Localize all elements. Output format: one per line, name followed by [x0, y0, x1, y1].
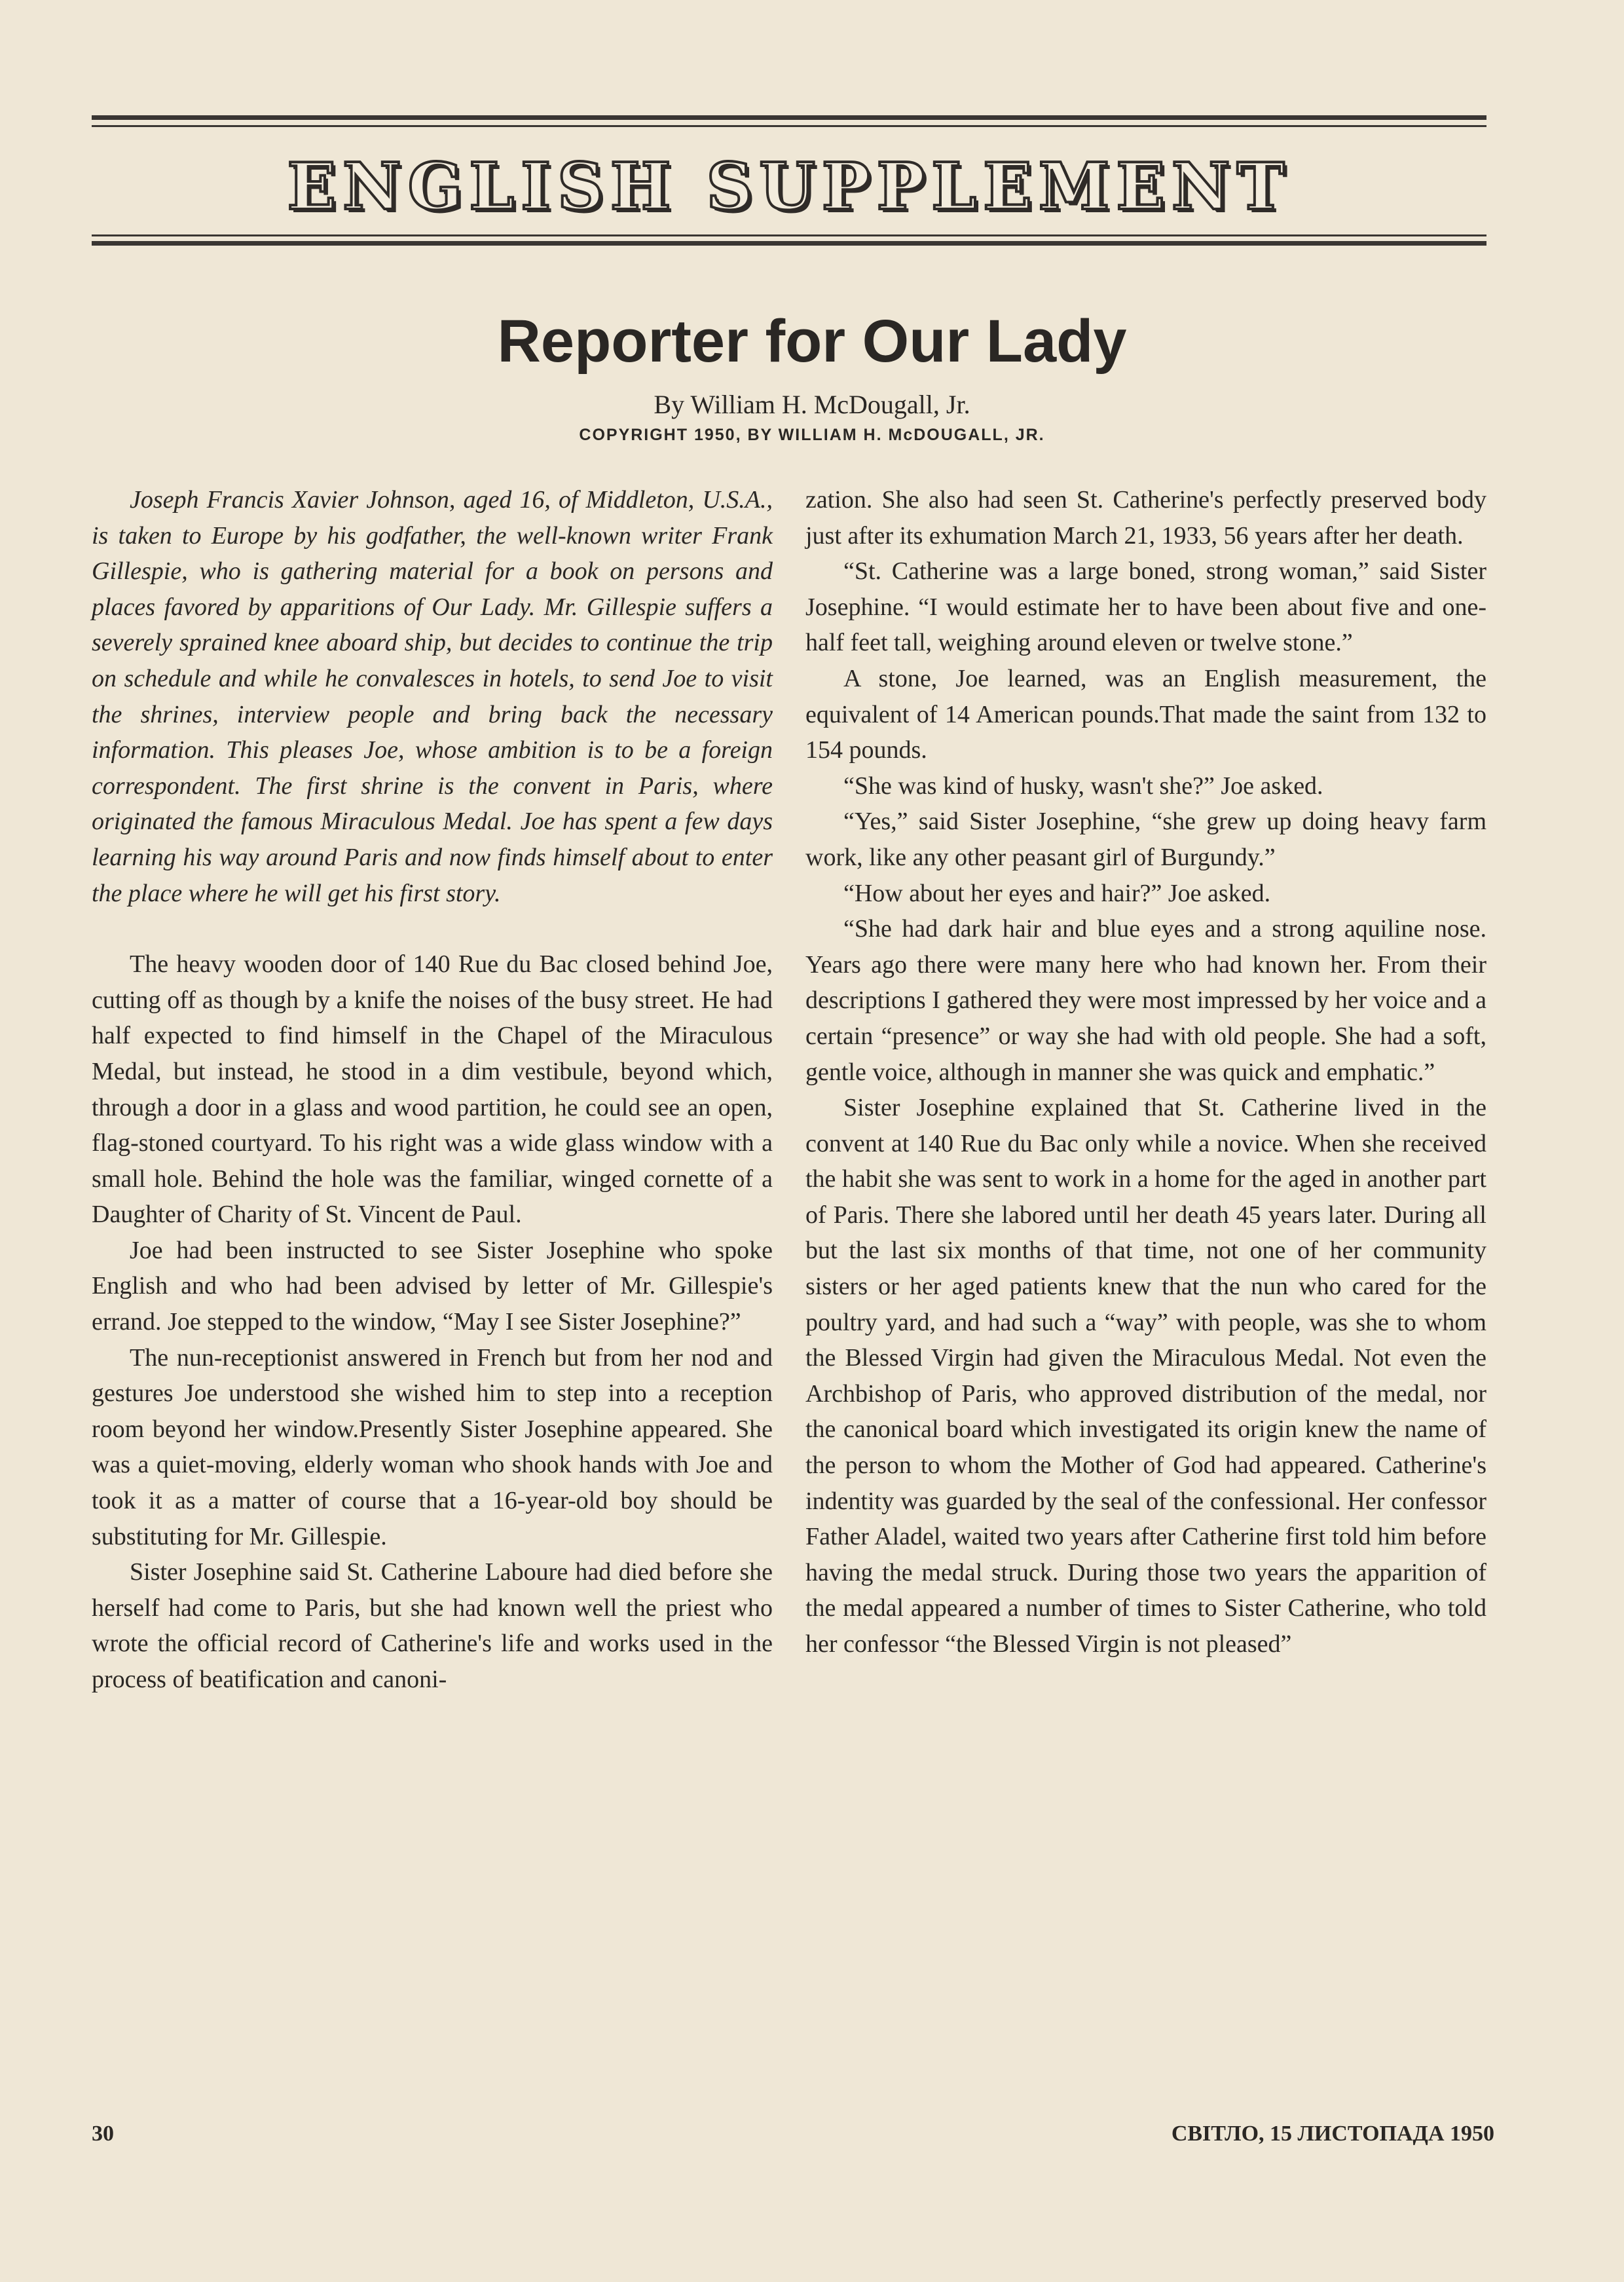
section-title: ENGLISH SUPPLEMENT	[287, 149, 1291, 225]
body-paragraph: Sister Josephine said St. Catherine Laboure had died before she herself had come to Paris, but she had known well the priest who wrote the official record of Catherine's life and works used in the process of beatification and canoni-	[92, 1558, 773, 1693]
article-title: Reporter for Our Lady	[497, 308, 1127, 375]
header-bottom-thin-rule	[92, 234, 1486, 236]
body-paragraph: “She was kind of husky, wasn't she?” Joe asked.	[843, 772, 1323, 800]
article-intro: Joseph Francis Xavier Johnson, aged 16, of Middleton, U.S.A., is taken to Europe by his godfather, the well-known writer Frank Gillespie, who is gathering material for a book on persons and places favored by apparitions of Our Lady. Mr. Gillespie suffers a severely sprained knee aboard ship, but decides to continue the trip on schedule and while he convalesces in hotels, to send Joe to visit the shrines, interview people and bring back the necessary information. This pleases Joe, whose ambition is to be a foreign correspondent. The first shrine is the convent in Paris, where originated the famous Miraculous Medal. Joe has spent a few days learning his way around Paris and now finds himself about to enter the place where he will get his first story.	[92, 486, 773, 907]
body-paragraph: “St. Catherine was a large boned, strong woman,” said Sister Josephine. “I would estimate her to have been about five and one-half feet tall, weighing around eleven or twelve stone.”	[805, 557, 1486, 657]
body-paragraph: Joe had been instructed to see Sister Josephine who spoke English and who had been advised by letter of Mr. Gillespie's errand. Joe stepped to the window, “May I see Sister Josephine?”	[92, 1236, 773, 1336]
body-paragraph: Sister Josephine explained that St. Catherine lived in the convent at 140 Rue du Bac only while a novice. When she received the habit she was sent to work in a home for the aged in another part of Paris. There she labored until her death 45 years later. During all but the last six months of that time, not one of her community sisters or her aged patients knew that the nun who cared for the poultry yard, and had such a “way” with people, was she to whom the Blessed Virgin had given the Miraculous Medal. Not even the Archbishop of Paris, who approved distribution of the medal, nor the canonical board which investigated its origin knew the name of the person to whom the Mother of God had appeared. Catherine's indentity was guarded by the seal of the confessional. Her confessor Father Aladel, waited two years after Catherine first told him before having the medal struck. During those two years the apparition of the medal appeared a number of times to Sister Catherine, who told her confessor “the Blessed Virgin is not pleased”	[805, 1094, 1486, 1658]
body-paragraph-continued: zation. She also had seen St. Catherine's perfectly preserved body just after its exhumation March 21, 1933, 56 years after her death.	[805, 486, 1486, 550]
publication-footer: СВІТЛО, 15 ЛИСТОПАДА 1950	[1171, 2122, 1494, 2146]
header-top-rule	[92, 115, 1486, 120]
header-top-thin-rule	[92, 125, 1486, 127]
body-paragraph: A stone, Joe learned, was an English measurement, the equivalent of 14 American pounds.That made the saint from 132 to 154 pounds.	[805, 664, 1486, 764]
page-number: 30	[92, 2122, 114, 2146]
body-paragraph: “Yes,” said Sister Josephine, “she grew up doing heavy farm work, like any other peasant girl of Burgundy.”	[805, 808, 1486, 871]
article-copyright: COPYRIGHT 1950, BY WILLIAM H. McDOUGALL, JR.	[579, 426, 1045, 444]
body-paragraph: The heavy wooden door of 140 Rue du Bac closed behind Joe, cutting off as though by a knife the noises of the busy street. He had half expected to find himself in the Chapel of the Miraculous Medal, but instead, he stood in a dim vestibule, beyond which, through a door in a glass and wood partition, he could see an open, flag-stoned courtyard. To his right was a wide glass window with a small hole. Behind the hole was the familiar, winged cornette of a Daughter of Charity of St. Vincent de Paul.	[92, 950, 773, 1229]
left-column	[92, 482, 773, 1698]
body-paragraph: “How about her eyes and hair?” Joe asked.	[843, 879, 1271, 907]
body-paragraph: “She had dark hair and blue eyes and a strong aquiline nose. Years ago there were many here who had known her. From their descriptions I gathered they were most impressed by her voice and a certain “presence” or way she had with old people. She had a soft, gentle voice, although in manner she was quick and emphatic.”	[805, 915, 1486, 1086]
body-paragraph: The nun-receptionist answered in French but from her nod and gestures Joe understood she wished him to step into a reception room beyond her window.Presently Sister Josephine appeared. She was a quiet-moving, elderly woman who shook hands with Joe and took it as a matter of course that a 16-year-old boy should be substituting for Mr. Gillespie.	[92, 1343, 773, 1550]
header-bottom-rule	[92, 241, 1486, 246]
right-column	[805, 482, 1486, 1662]
article-byline: By William H. McDougall, Jr.	[654, 390, 970, 419]
